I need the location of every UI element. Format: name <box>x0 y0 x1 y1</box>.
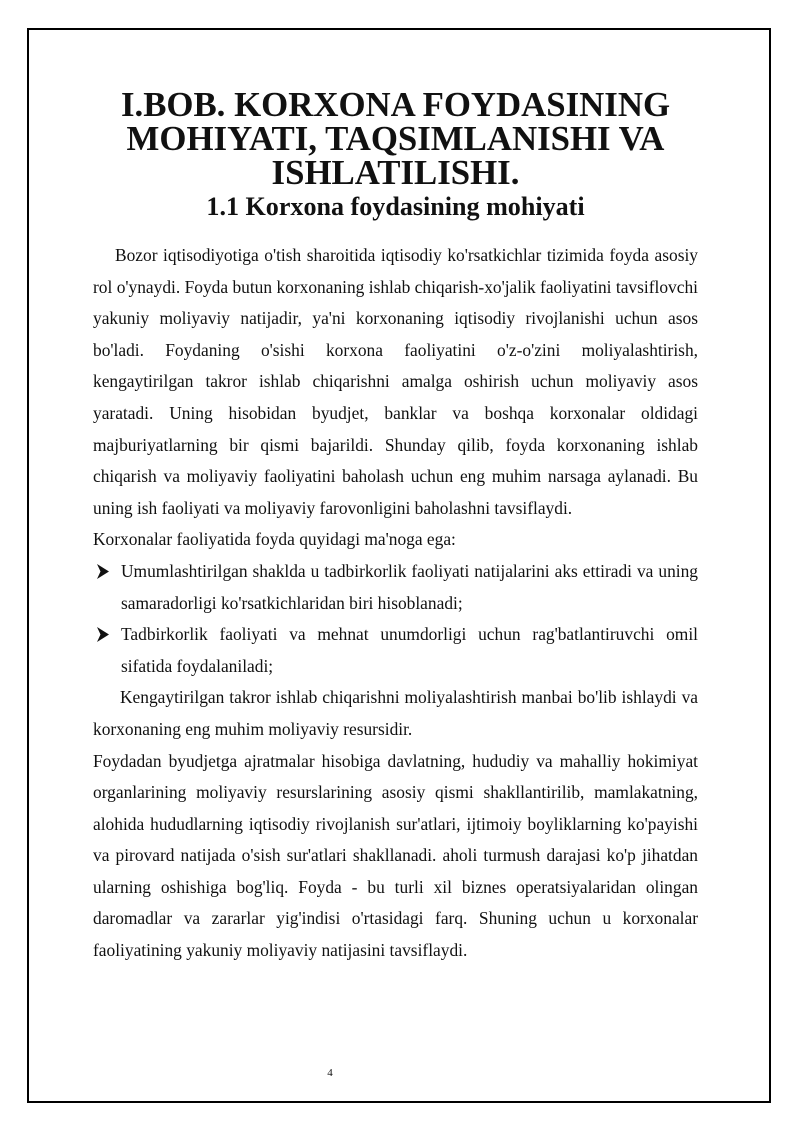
page-number: 4 <box>327 1067 333 1079</box>
bullet-text: Umumlashtirilgan shaklda u tadbirkorlik faoliyati natijalarini aks ettiradi va uning samaradorligi ko'rsatkichlaridan biri hisoblanadi; <box>121 560 698 613</box>
arrowhead-bullet-icon <box>95 619 111 651</box>
paragraph-intro: Bozor iqtisodiyotiga o'tish sharoitida iqtisodiy ko'rsatkichlar tizimida foyda asosiy rol o'ynaydi. Foyda butun korxonaning ishlab chiqarish-xo'jalik faoliyatini tavsiflovchi yakuniy moliyaviy natijadir, ya'ni korxonaning iqtisodiy rivojlanishi uchun asos bo'ladi. Foydaning o'sishi korxona faoliyatini o'z-o'zini moliyalashtirish, kengaytirilgan takror ishlab chiqarishni amalga oshirish uchun moliyaviy asos yaratadi. Uning hisobidan byudjet, banklar va boshqa korxonalar oldidagi majburiyatlarning bir qismi bajarildi. Shunday qilib, foyda korxonaning ishlab chiqarish va moliyaviy faoliyatini baholash uchun eng muhim narsaga aylanadi. Bu uning ish faoliyati va moliyaviy farovonligini baholashni tavsiflaydi. <box>93 245 698 518</box>
bullet-list <box>93 556 698 682</box>
list-item <box>93 556 698 619</box>
paragraph-financing: Kengaytirilgan takror ishlab chiqarishni moliyalashtirish manbai bo'lib ishlaydi va korxonaning eng muhim moliyaviy resursidir. <box>93 687 698 739</box>
bullet-text: Tadbirkorlik faoliyati va mehnat unumdorligi uchun rag'batlantiruvchi omil sifatida foydalaniladi; <box>121 624 698 676</box>
chapter-title: I.BOB. KORXONA FOYDASINING MOHIYATI, TAQSIMLANISHI VA ISHLATILISHI. <box>120 85 671 192</box>
paragraph-list-intro: Korxonalar faoliyatida foyda quyidagi ma'noga ega: <box>93 529 456 550</box>
page-content <box>93 85 698 967</box>
list-item <box>93 619 698 682</box>
section-title: 1.1 Korxona foydasining mohiyati <box>206 192 585 221</box>
paragraph-budget: Foydadan byudjetga ajratmalar hisobiga davlatning, hududiy va mahalliy hokimiyat organlarining moliyaviy resurslarining asosiy qismi shakllantirilib, mamlakatning, alohida hududlarning iqtisodiy rivojlanish sur'atlari, ijtimoiy boyliklarning ko'payishi va pirovard natijada o'sish sur'atlari shakllanadi. aholi turmush darajasi ko'p jihatdan ularning oshishiga bog'liq. Foyda - bu turli xil biznes operatsiyalaridan olingan daromadlar va zararlar yig'indisi o'rtasidagi farq. Shuning uchun u korxonalar faoliyatining yakuniy moliyaviy natijasini tavsiflaydi. <box>93 750 698 961</box>
arrowhead-bullet-icon <box>95 556 111 588</box>
